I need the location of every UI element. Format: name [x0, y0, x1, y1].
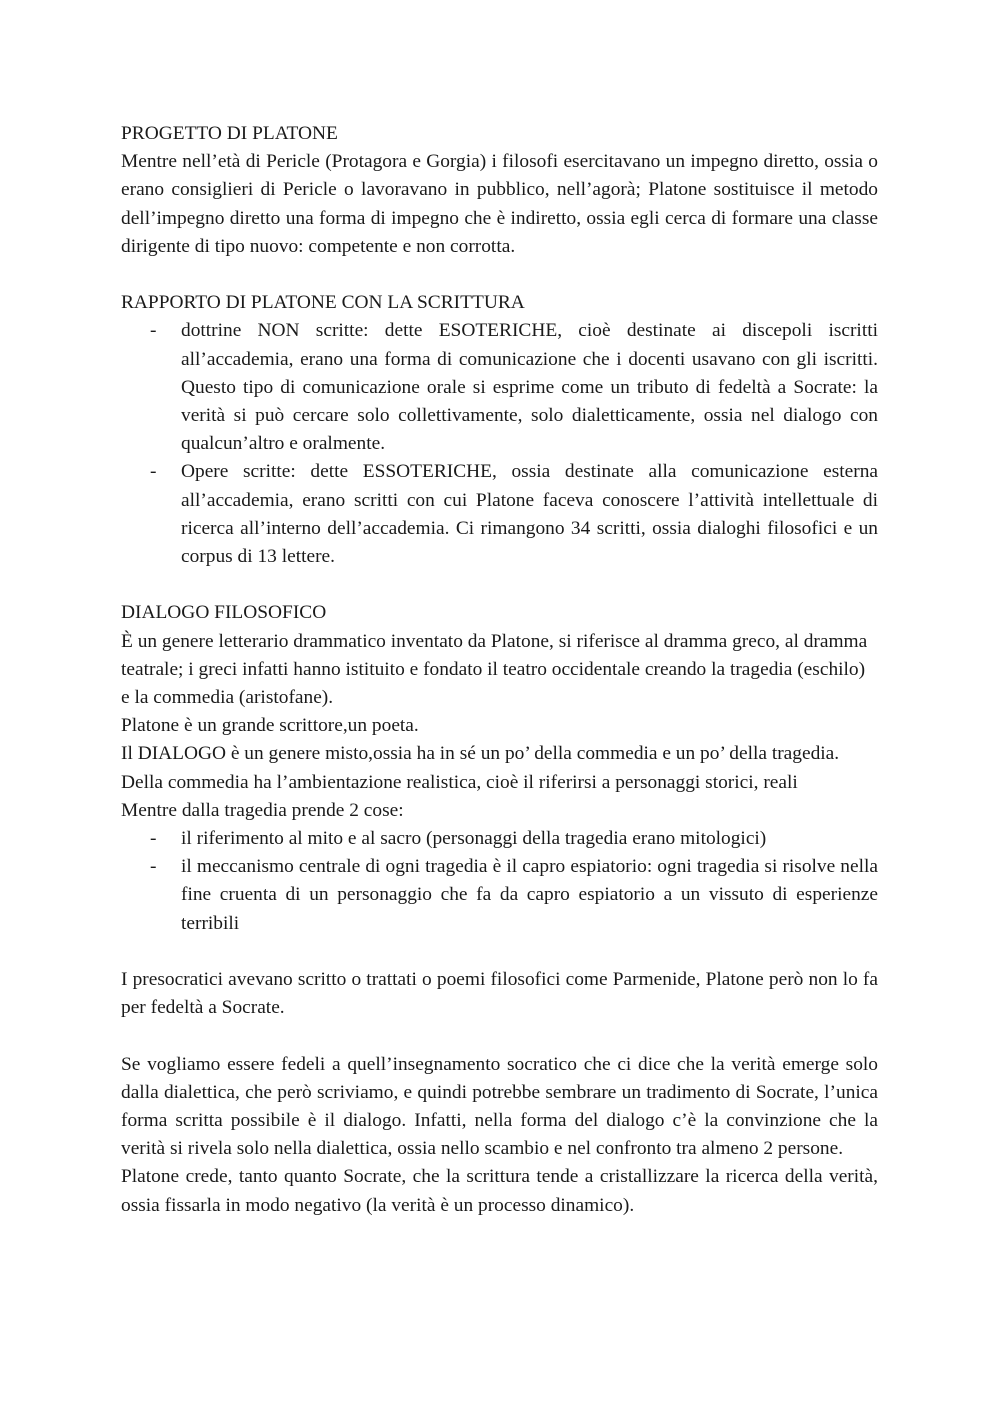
- paragraph: Mentre dalla tragedia prende 2 cose:: [121, 799, 404, 821]
- list-item-text: il meccanismo centrale di ogni tragedia è il capro espiatorio: ogni tragedia si risolve nella fine cruenta di un personaggio che fa da capro espiatorio a un vissuto di esperienze terribili: [181, 856, 878, 934]
- spacer: [121, 261, 878, 289]
- paragraph: Mentre nell’età di Pericle (Protagora e Gorgia) i filosofi esercitavano un impegno diretto, ossia o erano consiglieri di Pericle o lavoravano in pubblico, nell’agorà; Platone sostituisce il metodo dell’impegno diretto una forma di impegno che è indiretto, ossia egli cerca di formare una classe dirigente di tipo nuovo: competente e non corrotta.: [121, 151, 878, 257]
- paragraph-scrittura: Platone crede, tanto quanto Socrate, che la scrittura tende a cristallizzare la ricerca della verità, ossia fissarla in modo negativo (la verità è un processo dinamico).: [121, 1166, 878, 1216]
- spacer: [121, 571, 878, 599]
- section-rapporto-scrittura: [121, 289, 878, 571]
- list-item: [121, 825, 878, 853]
- paragraph: È un genere letterario drammatico inventato da Platone, si riferisce al dramma greco, al dramma teatrale; i greci infatti hanno istituito e fondato il teatro occidentale creando la tragedia (eschilo) e la commedia (aristofane).: [121, 630, 868, 709]
- list-item: [121, 458, 878, 571]
- list-item-text: Opere scritte: dette ESSOTERICHE, ossia destinate alla comunicazione esterna all’accademia, erano scritti con cui Platone faceva conoscere l’attività intellettuale di ricerca all’interno dell’accademia. Ci rimangono 34 scritti, ossia dialoghi filosofici e un corpus di 13 lettere.: [181, 461, 878, 568]
- dash-list: [121, 825, 878, 938]
- paragraph-dialettica: Se vogliamo essere fedeli a quell’insegnamento socratico che ci dice che la verità emerge solo dalla dialettica, che però scriviamo, e quindi potrebbe sembrare un tradimento di Socrate, l’unica forma scritta possibile è il dialogo. Infatti, nella forma del dialogo c’è la convinzione che la verità si rivela solo nella dialettica, ossia nello scambio e nel confronto tra almeno 2 persone.: [121, 1053, 878, 1160]
- dash-bullet: -: [150, 461, 157, 483]
- dash-bullet: -: [150, 828, 157, 850]
- section-progetto: [121, 120, 878, 261]
- paragraph: Il DIALOGO è un genere misto,ossia ha in sé un po’ della commedia e un po’ della tragedia.: [121, 743, 840, 765]
- list-item-text: il riferimento al mito e al sacro (personaggi della tragedia erano mitologici): [181, 828, 767, 850]
- paragraph-presocratici: I presocratici avevano scritto o trattati o poemi filosofici come Parmenide, Platone però non lo fa per fedeltà a Socrate.: [121, 969, 878, 1019]
- section-heading: PROGETTO DI PLATONE: [121, 123, 338, 144]
- section-heading: RAPPORTO DI PLATONE CON LA SCRITTURA: [121, 292, 525, 314]
- paragraph: Platone è un grande scrittore,un poeta.: [121, 715, 419, 737]
- list-item-text: dottrine NON scritte: dette ESOTERICHE, cioè destinate ai discepoli iscritti all’accademia, erano una forma di comunicazione che i docenti usavano con gli iscritti. Questo tipo di comunicazione orale si esprime come un tributo di fedeltà a Socrate: la verità si può cercare solo collettivamente, solo dialetticamente, ossia nel dialogo con qualcun’altro e oralmente.: [181, 320, 878, 455]
- spacer: [121, 1022, 878, 1050]
- dash-bullet: -: [150, 320, 157, 342]
- section-heading: DIALOGO FILOSOFICO: [121, 602, 327, 624]
- spacer: [121, 938, 878, 966]
- dash-bullet: -: [150, 856, 157, 878]
- dash-list: [121, 317, 878, 571]
- document-page: [121, 120, 878, 1220]
- list-item: [121, 853, 878, 938]
- paragraph: Della commedia ha l’ambientazione realistica, cioè il riferirsi a personaggi storici, reali: [121, 771, 798, 793]
- list-item: [121, 317, 878, 458]
- section-dialogo-filosofico: [121, 599, 878, 937]
